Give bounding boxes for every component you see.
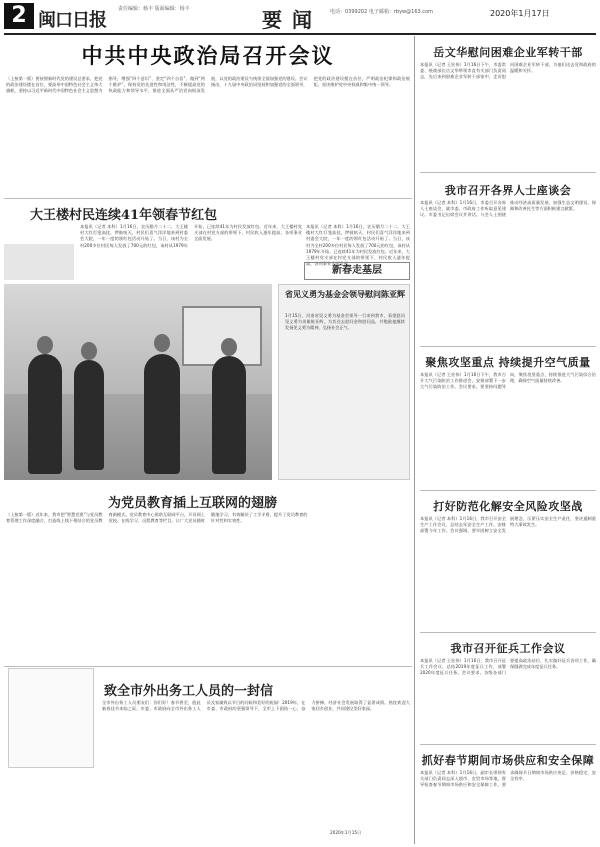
right-body-6: 本报讯（记者 本科）1月16日，副市长带领有关部门负责同志深入超市、农贸市场等地，督导检查春节期间市场供应和安全保障工作，要求确保节日期间市场供应充足、价格稳定、安全有序。	[420, 770, 596, 788]
veterans-body-cont: 本报讯（记者 本科）1月16日，农历腊月二十二，大王楼村大红灯笼高挂，锣鼓喧天，村民们喜气洋洋地来到村委会大院，一年一度的领红包活动开始了。当日，该村为全村200多位村民每人发放了700元的红包，该村从1979年开始，已连续41年为村民发放红包。近年来，大王楼村党支部在村党支部的带领下，村民收入逐年提高，各项事业全面发展。	[306, 224, 410, 267]
veterans-body: 本报讯（记者 本科）1月16日，农历腊月二十二，大王楼村大红灯笼高挂，锣鼓喧天，村民们喜气洋洋地来到村委会大院，一年一度的领红包活动开始了。当日，该村为全村200多位村民每人发放了700元的红包，该村从1979年开始，已连续41年为村民发放红包。近年来，大王楼村党支部在村党支部的带领下，村民收入逐年提高，各项事业全面发展。	[80, 224, 302, 248]
right-body-5: 本报讯（记者 王宏伟）1月16日，我市召开征兵工作会议，总结2019年度征兵工作，部署2020年度征兵任务。会议要求，各级各部门要提高政治站位，扎实做好征兵各项工作，确保圆满完成年度征兵任务。	[420, 658, 596, 676]
divider	[4, 198, 412, 199]
right-headline-1: 岳文华慰问困难企业军转干部	[433, 46, 583, 59]
divider	[420, 632, 596, 633]
divider	[4, 666, 412, 667]
lantern-banner	[4, 244, 74, 280]
letter-sign: 2020年1月15日	[330, 830, 362, 835]
veterans-headline: 大王楼村民连续41年领春节红包	[30, 208, 218, 223]
photo-caption-box	[278, 284, 410, 480]
right-body-4: 本报讯（记者 本科）1月16日，我市召开安全生产工作会议，总结去年安全生产工作，安排部署今年工作。会议强调，要牢固树立安全发展理念，压紧压实安全生产责任，坚决遏制重特大事故发生。	[420, 516, 596, 534]
editor-info: 责任编辑：杨丰 版面编辑：杨丰	[118, 6, 190, 12]
right-headline-6: 抓好春节期间市场供应和安全保障	[421, 754, 595, 767]
page-header	[0, 0, 600, 36]
column-tag: 新春走基层	[304, 262, 410, 280]
column-separator	[414, 36, 415, 844]
caption-body: 1月15日，河南省见义勇为基金会领导一行来到我市，看望慰问见义勇为英雄陈亚辉，为其送去慰问金和慰问品，并勉励他继续发扬见义勇为精神，弘扬社会正气。	[285, 313, 405, 331]
internet-body: （上接第一版）近年来，我市把“智慧党建”与党员教育管理工作深度融合，打造线上线下相结合的党员教育新模式。党员教育中心借助互联网平台，开设网上党校、在线学习、远程教育等栏目，让广大党员随时随地学习，有效解决了工学矛盾，提升了党员教育的针对性和实效性。	[6, 512, 308, 524]
right-headline-2: 我市召开各界人士座谈会	[444, 184, 572, 197]
news-photo	[4, 284, 272, 480]
right-column	[420, 36, 596, 847]
editor-contact: 电话：0399202 电子邮箱：rbyw@163.com	[330, 9, 433, 15]
right-body-2: 本报讯（记者 本科）1月16日，市委召开各界人士座谈会，就市委、市政府工作听取意见建议。市委书记出席会议并讲话。与会人士围绕推动经济高质量发展、加强生态文明建设、保障和改善民生等方面积极建言献策。	[420, 200, 596, 218]
main-headline: 中共中央政治局召开会议	[81, 43, 335, 68]
newspaper-name: 闽口日报	[38, 10, 106, 31]
page-number: 2	[4, 3, 34, 29]
publication-date: 2020年1月17日	[490, 9, 550, 18]
caption-title: 省见义勇为基金会领导慰问陈亚辉	[285, 289, 405, 299]
divider	[420, 490, 596, 491]
divider	[420, 346, 596, 347]
letter-headline: 致全市外出务工人员的一封信	[104, 684, 274, 699]
divider	[420, 744, 596, 745]
letter-body: 全市外出务工人员朋友们：你们好！春节将至，值此新春佳节来临之际，市委、市政府向全市外出务工人员及家属致以节日的问候和美好的祝福！2019年，在市委、市政府的坚强领导下，全市上下团结一心、奋力拼搏，经济社会发展取得了显著成绩。热忱欢迎大家回乡创业，共同建设美好家园。	[102, 700, 410, 712]
right-body-1: 本报讯（记者 王宏伟）1月16日下午，市委常委、统战部长岳文华带领市直有关部门负责同志，先后来到困难企业军转干部家中，走访慰问困难企业军转干部，为他们送去党和政府的温暖和关怀。	[420, 62, 596, 80]
header-rule	[4, 33, 596, 35]
divider	[420, 172, 596, 173]
section-title: 要闻	[262, 8, 322, 32]
right-body-3: 本报讯（记者 王宏伟）1月16日下午，我市召开大气污染防治工作推进会，安排部署下一步大气污染防治工作。会议要求，要坚持问题导向，聚焦攻坚重点，持续推进大气污染综合治理，确保空气质量持续改善。	[420, 372, 596, 390]
main-article-body: （上接第一版）要按照新时代党的建设总要求，把党的政治建设摆在首位，要高举中国特色社会主义伟大旗帜，坚持以习近平新时代中国特色社会主义思想为指导，增强“四个意识”、坚定“四个自信”、做到“两个维护”，保持党的先进性和纯洁性，不断提高党的执政能力和领导水平，推进全面从严治党向纵深发展，以党的政治建设为统领全面加强党的建设。会议指出，十九届中央政治局坚持和加强党的全面领导，把党的政治建设摆在首位，严明政治纪律和政治规矩，坚决维护党中央权威和集中统一领导。	[6, 76, 410, 94]
right-headline-4: 打好防范化解安全风险攻坚战	[433, 500, 583, 513]
letter-sidebar-box	[8, 668, 94, 768]
right-headline-5: 我市召开征兵工作会议	[450, 642, 566, 655]
right-headline-3: 聚焦攻坚重点 持续提升空气质量	[425, 356, 591, 369]
internet-headline: 为党员教育插上互联网的翅膀	[108, 496, 278, 511]
